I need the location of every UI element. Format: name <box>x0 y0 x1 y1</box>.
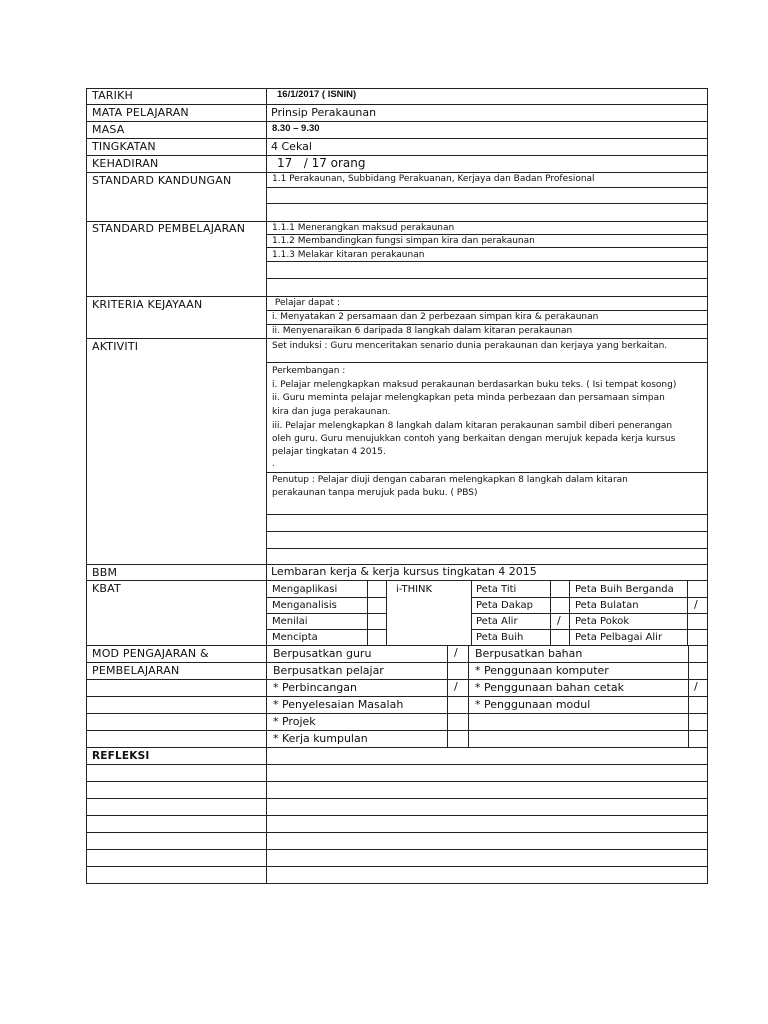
mod-left-3: * Perbincangan <box>273 681 357 694</box>
perkembangan-line-6: oleh guru. Guru menujukkan contoh yang berkaitan dengan merujuk kepada kerja kursus <box>272 434 676 444</box>
mod-right-mark-3: / <box>694 680 698 693</box>
kk-item-1: i. Menyatakan 2 persamaan dan 2 perbezaan simpan kira & perakaunan <box>272 312 599 322</box>
peta-pokok: Peta Pokok <box>575 616 630 627</box>
sp-item-1: 1.1.1 Menerangkan maksud perakaunan <box>272 223 455 233</box>
perkembangan-line-5: iii. Pelajar melengkapkan 8 langkah dalam kitaran perakaunan sambil diberi penerangan <box>272 421 673 431</box>
value-bbm: Lembaran kerja & kerja kursus tingkatan 4 2015 <box>271 565 537 578</box>
mod-left-6: * Kerja kumpulan <box>273 732 368 745</box>
label-aktiviti: AKTIVITI <box>92 340 139 353</box>
mod-left-mark-1: / <box>454 646 458 659</box>
kk-item-2: ii. Menyenaraikan 6 daripada 8 langkah dalam kitaran perakaunan <box>272 326 573 336</box>
peta-buih: Peta Buih <box>476 632 524 643</box>
perkembangan-line-3: ii. Guru meminta pelajar melengkapkan peta minda perbezaan dan persamaan simpan <box>272 393 665 403</box>
mod-left-mark-3: / <box>454 680 458 693</box>
penutup-line-2: perakaunan tanpa merujuk pada buku. ( PBS) <box>272 488 478 498</box>
peta-pelbagai-alir: Peta Pelbagai Alir <box>575 632 663 643</box>
mod-right-2: * Penggunaan komputer <box>475 664 609 677</box>
label-refleksi: REFLEKSI <box>92 750 150 762</box>
perkembangan-line-2: i. Pelajar melengkapkan maksud perakaunan berdasarkan buku teks. ( Isi tempat kosong) <box>272 380 677 390</box>
label-bbm: BBM <box>92 566 118 579</box>
sp-item-3: 1.1.3 Melakar kitaran perakaunan <box>272 250 425 260</box>
peta-alir: Peta Alir <box>476 616 518 627</box>
perkembangan-line-7: pelajar tingkatan 4 2015. <box>272 447 386 457</box>
peta-titi: Peta Titi <box>476 584 517 595</box>
value-tingkatan: 4 Cekal <box>271 140 312 153</box>
label-kehadiran: KEHADIRAN <box>92 157 159 170</box>
aktiviti-set-induksi: Set induksi : Guru menceritakan senario dunia perakaunan dan kerjaya yang berkaitan. <box>272 341 668 351</box>
value-mata-pelajaran: Prinsip Perakaunan <box>271 106 377 119</box>
peta-bulatan: Peta Bulatan <box>575 600 639 611</box>
kbat-skill-3: Menilai <box>272 616 308 627</box>
kbat-skill-1: Mengaplikasi <box>272 584 338 595</box>
mod-right-4: * Penggunaan modul <box>475 698 591 711</box>
sp-item-2: 1.1.2 Membandingkan fungsi simpan kira dan perakaunan <box>272 236 535 246</box>
label-tarikh: TARIKH <box>92 89 133 102</box>
kbat-skill-4: Mencipta <box>272 632 318 643</box>
value-masa: 8.30 – 9.30 <box>272 123 320 134</box>
value-standard-kandungan: 1.1 Perakaunan, Subbidang Perakuanan, Kerjaya dan Badan Profesional <box>272 174 595 184</box>
label-masa: MASA <box>92 123 125 136</box>
mod-left-4: * Penyelesaian Masalah <box>273 698 404 711</box>
value-tarikh: 16/1/2017 ( ISNIN) <box>277 89 357 100</box>
label-standard-pembelajaran: STANDARD PEMBELAJARAN <box>92 222 246 235</box>
ithink-label: i-THINK <box>396 584 433 595</box>
peta-dakap: Peta Dakap <box>476 600 533 611</box>
label-kriteria-kejayaan: KRITERIA KEJAYAAN <box>92 298 203 311</box>
perkembangan-line-8: . <box>272 459 275 469</box>
mod-left-1: Berpusatkan guru <box>273 647 372 660</box>
label-pembelajaran: PEMBELAJARAN <box>92 664 180 677</box>
label-tingkatan: TINGKATAN <box>92 140 156 153</box>
mod-right-1: Berpusatkan bahan <box>475 647 583 660</box>
kk-intro: Pelajar dapat : <box>272 298 340 308</box>
mod-left-2: Berpusatkan pelajar <box>273 664 384 677</box>
kbat-skill-2: Menganalisis <box>272 600 337 611</box>
perkembangan-line-1: Perkembangan : <box>272 366 346 376</box>
mod-right-3: * Penggunaan bahan cetak <box>475 681 624 694</box>
value-kehadiran: 17 / 17 orang <box>277 156 366 170</box>
label-mod-pengajaran: MOD PENGAJARAN & <box>92 647 209 660</box>
label-standard-kandungan: STANDARD KANDUNGAN <box>92 174 232 187</box>
label-kbat: KBAT <box>92 582 121 595</box>
peta-left-mark-3: / <box>557 614 561 627</box>
perkembangan-line-4: kira dan juga perakaunan. <box>272 407 391 417</box>
peta-right-mark-2: / <box>694 598 698 611</box>
penutup-line-1: Penutup : Pelajar diuji dengan cabaran melengkapkan 8 langkah dalam kitaran <box>272 475 628 485</box>
mod-left-5: * Projek <box>273 715 316 728</box>
label-mata-pelajaran: MATA PELAJARAN <box>92 106 189 119</box>
peta-buih-berganda: Peta Buih Berganda <box>575 584 674 595</box>
